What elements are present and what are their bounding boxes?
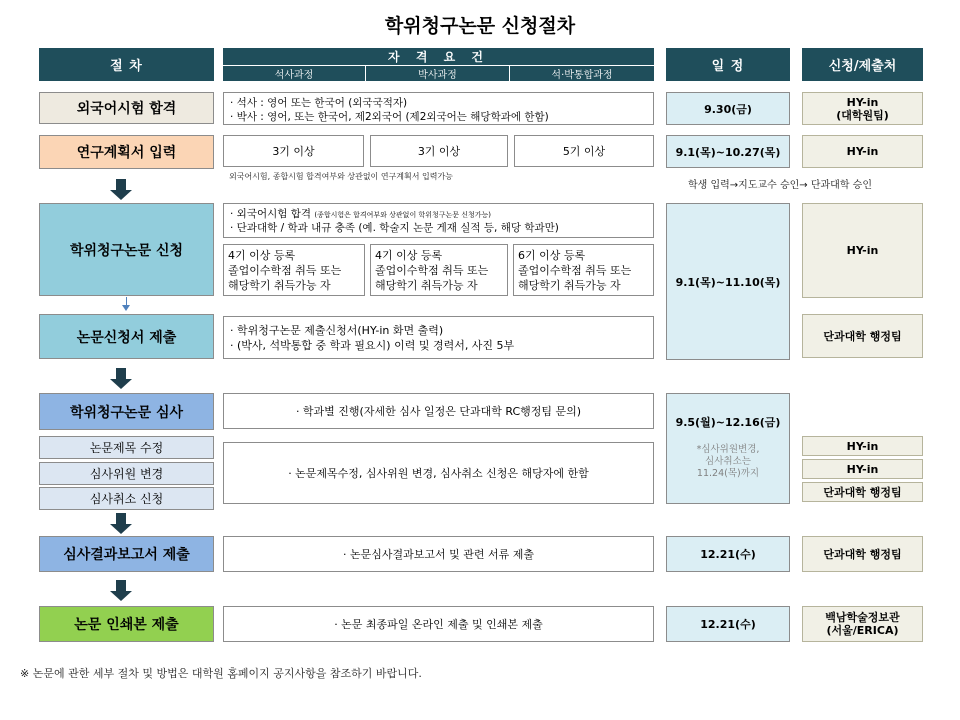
submit-destination: 단과대학 행정팀 <box>802 314 923 358</box>
research-date: 9.1(목)~10.27(목) <box>666 135 790 168</box>
footer-note: ※ 논문에 관한 세부 절차 및 방법은 대학원 홈페이지 공지사항을 참조하기 바랍니다. <box>20 667 422 680</box>
header-step: 절 차 <box>39 48 214 81</box>
step-research-plan: 연구계획서 입력 <box>39 135 214 169</box>
submit-line2: · (박사, 석박통합 중 학과 필요시) 이력 및 경력서, 사진 5부 <box>230 339 515 352</box>
review-note-l3: 11.24(목)까지 <box>696 468 760 479</box>
apply-integrated-l2: 졸업이수학점 취득 또는 <box>518 264 632 277</box>
submit-requirements <box>223 316 654 359</box>
review-description: · 학과별 진행(자세한 심사 일정은 단과대학 RC행정팀 문의) <box>223 393 654 429</box>
down-arrow-icon <box>110 368 132 390</box>
print-dest-line1: 백남학술정보관 <box>825 611 900 624</box>
step-thesis-review: 학위청구논문 심사 <box>39 393 214 430</box>
foreign-dest-line1: HY-in <box>846 95 879 109</box>
substep-committee-destination: HY-in <box>802 459 923 479</box>
substep-title-destination: HY-in <box>802 436 923 456</box>
review-date-box <box>666 393 790 504</box>
apply-integrated-box <box>513 244 654 296</box>
step-print-copy: 논문 인쇄본 제출 <box>39 606 214 642</box>
apply-destination: HY-in <box>802 203 923 298</box>
apply-integrated-l1: 6기 이상 등록 <box>518 249 586 262</box>
print-dest-line2: (서울/ERICA) <box>826 624 899 637</box>
header-schedule: 일 정 <box>666 48 790 81</box>
header-masters: 석사과정 <box>223 66 366 81</box>
substep-title-change: 논문제목 수정 <box>39 436 214 459</box>
research-note: 외국어시험, 종합시험 합격여부와 상관없이 연구계획서 입력가능 <box>229 172 453 181</box>
apply-masters-l1: 4기 이상 등록 <box>228 249 296 262</box>
header-integrated: 석·박통합과정 <box>510 66 654 81</box>
apply-masters-l2: 졸업이수학점 취득 또는 <box>228 264 342 277</box>
apply-line2: · 단과대학 / 학과 내규 충족 (예. 학술지 논문 게재 실적 등, 해당 학과만) <box>230 222 559 234</box>
apply-doctoral-box <box>370 244 508 296</box>
research-destination: HY-in <box>802 135 923 168</box>
review-note-l2: 심사취소는 <box>705 456 751 467</box>
apply-integrated-l3: 해당학기 취득가능 자 <box>518 279 621 292</box>
report-date: 12.21(수) <box>666 536 790 572</box>
research-integrated: 5기 이상 <box>514 135 654 167</box>
substep-committee-change: 심사위원 변경 <box>39 462 214 485</box>
research-doctoral: 3기 이상 <box>370 135 508 167</box>
foreign-date: 9.30(금) <box>666 92 790 125</box>
review-date: 9.5(월)~12.16(금) <box>675 416 781 429</box>
review-note-l1: *심사위원변경, <box>696 444 760 455</box>
page-title: 학위청구논문 신청절차 <box>384 14 576 37</box>
submit-line1: · 학위청구논문 제출신청서(HY-in 화면 출력) <box>230 324 444 337</box>
apply-requirements <box>223 203 654 238</box>
step-application-form: 논문신청서 제출 <box>39 314 214 359</box>
apply-line1-main: · 외국어시험 합격 <box>230 208 312 220</box>
apply-date: 9.1(목)~11.10(목) <box>666 203 790 360</box>
header-qualification: 자 격 요 건 <box>223 48 654 65</box>
connector-arrow-icon <box>122 305 130 311</box>
substep-cancel-destination: 단과대학 행정팀 <box>802 482 923 502</box>
apply-line1 <box>230 208 647 222</box>
down-arrow-icon <box>110 179 132 201</box>
research-approval-flow: 학생 입력→지도교수 승인→ 단과대학 승인 <box>687 179 873 191</box>
step-thesis-application: 학위청구논문 신청 <box>39 203 214 296</box>
substep-review-cancel: 심사취소 신청 <box>39 487 214 510</box>
step-review-report: 심사결과보고서 제출 <box>39 536 214 572</box>
down-arrow-icon <box>110 513 132 535</box>
apply-line1-small: (종합시험은 합격여부와 상관없이 학위청구논문 신청가능) <box>314 211 492 219</box>
apply-masters-box <box>223 244 365 296</box>
foreign-destination <box>802 92 923 125</box>
substep-description: · 논문제목수정, 심사위원 변경, 심사취소 신청은 해당자에 한함 <box>223 442 654 504</box>
foreign-line-doctoral: · 박사 : 영어, 또는 한국어, 제2외국어 (제2외국어는 해당학과에 한함) <box>230 111 549 123</box>
review-date-note <box>667 444 789 480</box>
down-arrow-icon <box>110 580 132 602</box>
step-foreign-language: 외국어시험 합격 <box>39 92 214 124</box>
apply-doctoral-l2: 졸업이수학점 취득 또는 <box>375 264 489 277</box>
header-destination: 신청/제출처 <box>802 48 923 81</box>
research-masters: 3기 이상 <box>223 135 364 167</box>
print-destination <box>802 606 923 642</box>
header-doctoral: 박사과정 <box>366 66 510 81</box>
report-description: · 논문심사결과보고서 및 관련 서류 제출 <box>223 536 654 572</box>
foreign-requirements <box>223 92 654 125</box>
print-date: 12.21(수) <box>666 606 790 642</box>
foreign-dest-line2: (대학원팀) <box>836 108 889 122</box>
apply-masters-l3: 해당학기 취득가능 자 <box>228 279 331 292</box>
apply-doctoral-l3: 해당학기 취득가능 자 <box>375 279 478 292</box>
print-description: · 논문 최종파일 온라인 제출 및 인쇄본 제출 <box>223 606 654 642</box>
apply-doctoral-l1: 4기 이상 등록 <box>375 249 443 262</box>
report-destination: 단과대학 행정팀 <box>802 536 923 572</box>
foreign-line-masters: · 석사 : 영어 또는 한국어 (외국국적자) <box>230 97 408 109</box>
